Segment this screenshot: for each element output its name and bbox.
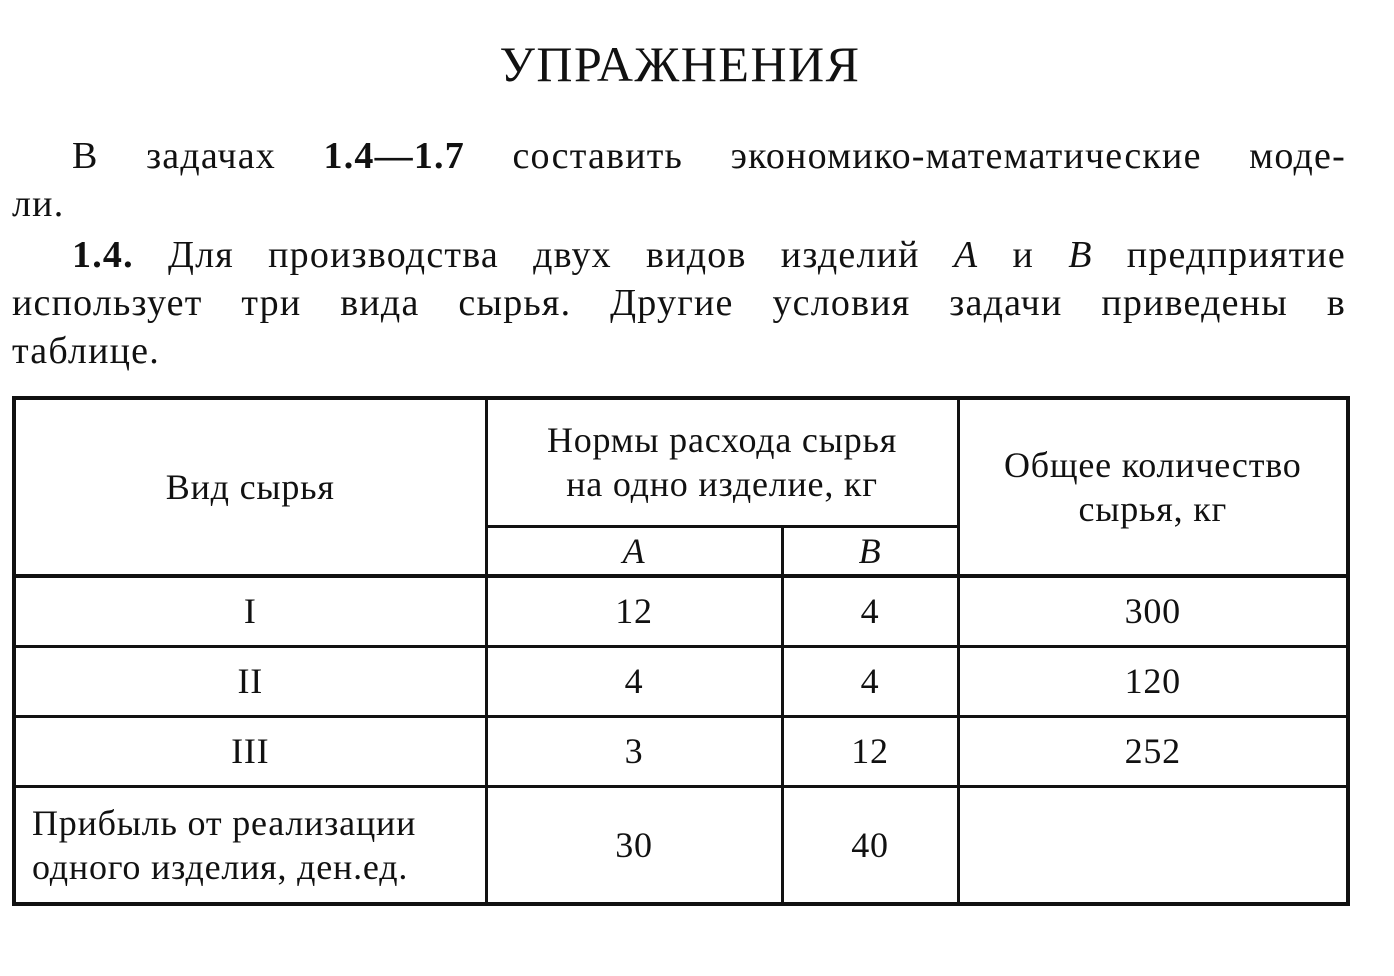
resource-name: III <box>14 716 486 786</box>
profit-b: 40 <box>782 786 958 904</box>
norm-a: 12 <box>486 576 782 646</box>
product-a-var: A <box>953 234 979 276</box>
norm-b: 4 <box>782 646 958 716</box>
profit-row <box>14 786 1348 904</box>
header-consumption-norms: Нормы расхода сырья на одно изделие, кг <box>486 398 958 526</box>
intro-line-2: ли. <box>12 183 65 225</box>
table-header-row <box>14 398 1348 526</box>
norm-b: 12 <box>782 716 958 786</box>
problem-number: 1.4. <box>72 234 134 276</box>
page-title: УПРАЖНЕНИЯ <box>499 36 861 92</box>
intro-task-range: 1.4—1.7 <box>323 135 465 177</box>
norm-b: 4 <box>782 576 958 646</box>
resource-table <box>12 396 1350 906</box>
resource-total: 300 <box>958 576 1348 646</box>
norm-a: 4 <box>486 646 782 716</box>
resource-name: I <box>14 576 486 646</box>
header-product-a: A <box>486 526 782 576</box>
header-product-b: B <box>782 526 958 576</box>
profit-a: 30 <box>486 786 782 904</box>
problem-text-1: Для производства двух видов изделий <box>133 234 954 276</box>
problem-text-3: предприятие <box>1092 234 1346 276</box>
problem-paragraph <box>12 231 1346 375</box>
problem-text-2: и <box>978 234 1069 276</box>
resource-name: II <box>14 646 486 716</box>
intro-paragraph <box>12 132 1346 228</box>
resource-total: 252 <box>958 716 1348 786</box>
table-row <box>14 646 1348 716</box>
problem-line-1 <box>12 231 1346 279</box>
header-total-amount: Общее количество сырья, кг <box>958 398 1348 576</box>
table-row <box>14 576 1348 646</box>
norm-a: 3 <box>486 716 782 786</box>
problem-line-3: таблице. <box>12 330 160 372</box>
intro-prefix: В задачах <box>72 135 324 177</box>
product-b-var: B <box>1068 234 1093 276</box>
problem-line-2: использует три вида сырья. Другие условия задачи приведены в <box>12 282 1346 324</box>
intro-line-1 <box>12 132 1346 180</box>
header-resource-type: Вид сырья <box>14 398 486 576</box>
resource-total: 120 <box>958 646 1348 716</box>
profit-total-empty <box>958 786 1348 904</box>
profit-label: Прибыль от реализации одного изделия, ден.ед. <box>14 786 486 904</box>
table-row <box>14 716 1348 786</box>
intro-suffix: составить экономико-математические моде- <box>464 135 1346 177</box>
